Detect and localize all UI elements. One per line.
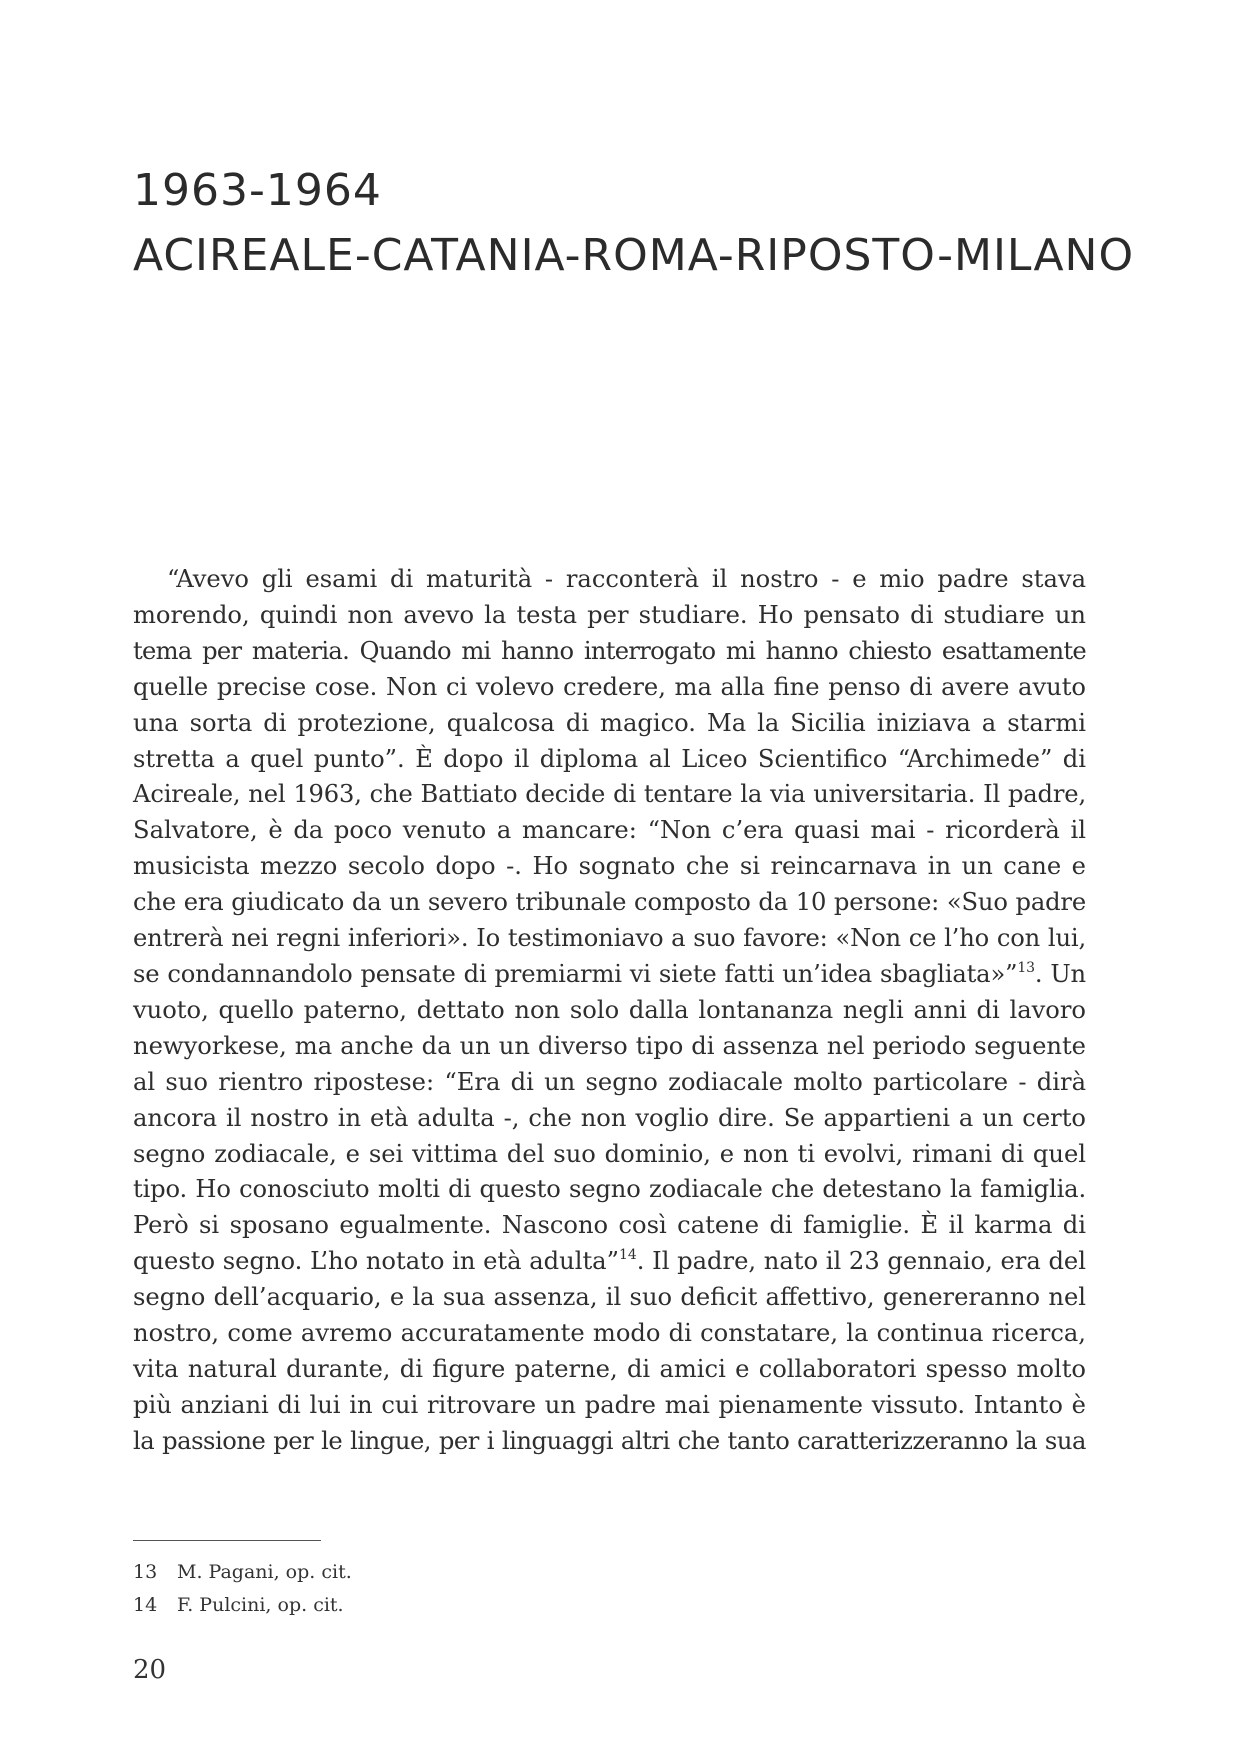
footnote-ref-13[interactable]: 13 xyxy=(1017,959,1035,976)
text-line: una sorta di protezione, qualcosa di magico. Ma la Sicilia iniziava a starmi xyxy=(133,708,1086,737)
footnotes-list xyxy=(133,1556,352,1622)
text-line: morendo, quindi non avevo la testa per studiare. Ho pensato di studiare un xyxy=(133,600,1086,629)
footnote-divider xyxy=(133,1540,321,1541)
text-line: più anziani di lui in cui ritrovare un padre mai pienamente vissuto. Intanto è xyxy=(133,1390,1086,1419)
text-line: stretta a quel punto”. È dopo il diploma al Liceo Scientifico “Archimede” di xyxy=(133,744,1086,773)
chapter-title-years: 1963-1964 xyxy=(133,165,382,216)
text-line: “Avevo gli esami di maturità - racconterà il nostro - e mio padre stava xyxy=(167,565,1086,593)
footnote-text: M. Pagani, op. cit. xyxy=(177,1561,352,1583)
page-number: 20 xyxy=(133,1655,167,1685)
footnote-number: 14 xyxy=(133,1594,158,1616)
text-line: che era giudicato da un severo tribunale composto da 10 persone: «Suo padre xyxy=(133,888,1086,917)
text-line: quelle precise cose. Non ci volevo credere, ma alla fine penso di avere avuto xyxy=(133,672,1086,701)
text-line: segno zodiacale, e sei vittima del suo dominio, e non ti evolvi, rimani di quel xyxy=(133,1139,1086,1168)
body-paragraph xyxy=(133,562,1086,1460)
text-segment: se condannandolo pensate di premiarmi vi siete fatti un’idea sbagliata»” xyxy=(133,959,1018,988)
text-line: musicista mezzo secolo dopo -. Ho sognato che si reincarnava in un cane e xyxy=(133,852,1086,881)
footnote-ref-14[interactable]: 14 xyxy=(618,1247,637,1264)
text-line: Però si sposano egualmente. Nascono così catene di famiglie. È il karma di xyxy=(133,1211,1086,1240)
text-line: vita natural durante, di figure paterne, di amici e collaboratori spesso molto xyxy=(133,1354,1086,1383)
footnote-14 xyxy=(133,1589,352,1622)
text-line: Salvatore, è da poco venuto a mancare: “Non c’era quasi mai - ricorderà il xyxy=(133,816,1086,845)
chapter-title xyxy=(133,158,1133,288)
text-line: la passione per le lingue, per i linguaggi altri che tanto caratterizzeranno la sua xyxy=(133,1426,1086,1455)
text-line: tipo. Ho conosciuto molti di questo segno zodiacale che detestano la famiglia. xyxy=(133,1175,1086,1204)
text-line-with-footnote-13 xyxy=(133,957,1086,993)
text-line: nostro, come avremo accuratamente modo di constatare, la continua ricerca, xyxy=(133,1319,1086,1348)
text-line: vuoto, quello paterno, dettato non solo dalla lontananza negli anni di lavoro xyxy=(133,995,1086,1024)
footnote-number: 13 xyxy=(133,1561,158,1583)
footnote-13 xyxy=(133,1556,352,1589)
text-line: ancora il nostro in età adulta -, che non voglio dire. Se appartieni a un certo xyxy=(133,1103,1086,1132)
text-line: al suo rientro ripostese: “Era di un segno zodiacale molto particolare - dirà xyxy=(133,1067,1086,1096)
text-segment: questo segno. L’ho notato in età adulta” xyxy=(133,1247,619,1276)
text-segment: . Il padre, nato il 23 gennaio, era del xyxy=(636,1247,1086,1276)
text-line-with-footnote-14 xyxy=(133,1244,1086,1280)
text-segment: . Un xyxy=(1034,959,1086,988)
text-line: newyorkese, ma anche da un un diverso tipo di assenza nel periodo seguente xyxy=(133,1031,1086,1060)
text-line: entrerà nei regni inferiori». Io testimoniavo a suo favore: «Non ce l’ho con lui, xyxy=(133,924,1086,953)
text-line: segno dell’acquario, e la sua assenza, il suo deficit affettivo, genereranno nel xyxy=(133,1283,1086,1312)
footnote-text: F. Pulcini, op. cit. xyxy=(177,1594,344,1616)
text-line: Acireale, nel 1963, che Battiato decide di tentare la via universitaria. Il padre, xyxy=(133,780,1086,809)
text-line: tema per materia. Quando mi hanno interrogato mi hanno chiesto esattamente xyxy=(133,636,1086,665)
chapter-title-places: ACIREALE-CATANIA-ROMA-RIPOSTO-MILANO xyxy=(133,230,1135,281)
